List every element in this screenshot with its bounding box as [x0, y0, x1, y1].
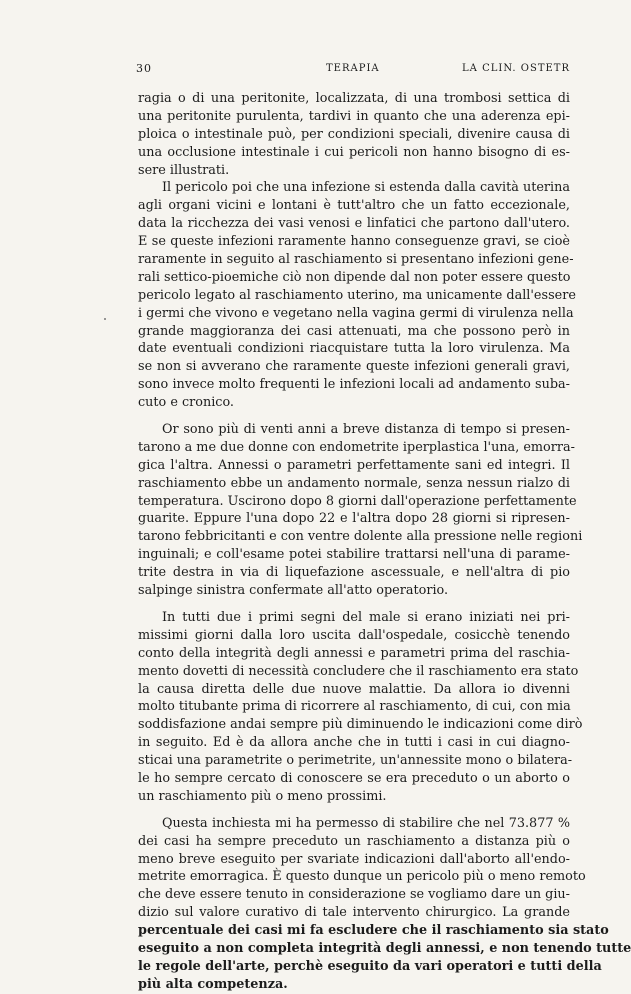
text-line: temperatura. Uscirono dopo 8 giorni dall'operazione perfettamente	[138, 493, 577, 509]
text-line: una peritonite purulenta, tardivi in quanto che una aderenza epi-	[138, 108, 570, 124]
text-line: meno breve eseguito per svariate indicazioni dall'aborto all'endo-	[138, 851, 570, 867]
paragraph-gap	[138, 806, 570, 815]
text-line: le regole dell'arte, perchè eseguito da vari operatori e tutti della	[138, 958, 602, 974]
text-line: Questa inchiesta mi ha permesso di stabilire che nel 73.877 %	[162, 815, 570, 831]
paragraph	[138, 609, 583, 806]
text-line: raramente in seguito al raschiamento si presentano infezioni gene-	[138, 252, 574, 268]
text-line: conto della integrità degli annessi e parametri prima del raschia-	[138, 645, 570, 661]
text-line: Il pericolo poi che una infezione si estenda dalla cavità uterina	[162, 180, 570, 196]
text-line: sere illustrati.	[138, 162, 230, 178]
text-line: percentuale dei casi mi fa escludere che il raschiamento sia stato	[138, 923, 609, 939]
text-line: data la ricchezza dei vasi venosi e linfatici che partono dall'utero.	[138, 216, 570, 232]
text-line: Or sono più di venti anni a breve distanza di tempo si presen-	[162, 422, 570, 438]
text-line: se non si avverano che raramente queste infezioni generali gravi,	[138, 359, 570, 375]
text-line: le ho sempre cercato di conoscere se era preceduto o un aborto o	[138, 770, 570, 786]
text-line: salpinge sinistra confermate all'atto operatorio.	[138, 583, 449, 599]
text-line: i germi che vivono e vegetano nella vagina germi di virulenza nella	[138, 305, 574, 321]
text-line: In tutti due i primi segni del male si erano iniziati nei pri-	[162, 609, 570, 625]
section-title: TERAPIA	[326, 63, 380, 74]
page-number: 30	[136, 62, 152, 75]
text-line: E se queste infezioni raramente hanno conseguenze gravi, se cioè	[138, 234, 570, 250]
text-line: soddisfazione andai sempre più diminuendo le indicazioni come dirò	[138, 717, 583, 733]
paragraph	[138, 421, 583, 600]
text-line: grande maggioranza dei casi attenuati, ma che possono però in	[138, 323, 570, 339]
text-line: agli organi vicini e lontani è tutt'altro che un fatto eccezionale,	[138, 198, 570, 214]
text-line: trite destra in via di liquefazione ascessuale, e nell'altra di pio	[138, 565, 570, 581]
margin-speck	[104, 318, 106, 320]
text-line: mento dovetti di necessità concludere che il raschiamento era stato	[138, 663, 579, 679]
paragraph	[138, 179, 576, 412]
text-line: dei casi ha sempre preceduto un raschiamento a distanza più o	[138, 833, 570, 849]
text-line: gica l'altra. Annessi o parametri perfettamente sani ed integri. Il	[138, 457, 570, 473]
text-line: tarono a me due donne con endometrite iperplastica l'una, emorra-	[138, 439, 575, 455]
text-line: una occlusione intestinale i cui pericoli non hanno bisogno di es-	[138, 144, 570, 160]
text-line: guarite. Eppure l'una dopo 22 e l'altra dopo 28 giorni si ripresen-	[138, 511, 570, 527]
journal-title: LA CLIN. OSTETR	[462, 63, 570, 74]
text-line: eseguito a non completa integrità degli annessi, e non tenendo tutte	[138, 940, 631, 956]
text-line: pericolo legato al raschiamento uterino, ma unicamente dall'essere	[138, 287, 576, 303]
text-line: tarono febbricitanti e con ventre dolente alla pressione nelle regioni	[138, 529, 583, 545]
paragraph-gap	[138, 600, 570, 609]
paragraph	[138, 90, 570, 179]
text-line: inguinali; e coll'esame potei stabilire trattarsi nell'una di parame-	[138, 547, 570, 563]
body-text	[138, 90, 631, 994]
paragraph	[138, 815, 631, 994]
text-line: la causa diretta delle due nuove malattie. Da allora io divenni	[138, 681, 570, 697]
running-header	[136, 62, 570, 78]
text-line: missimi giorni dalla loro uscita dall'ospedale, cosicchè tenendo	[138, 627, 570, 643]
text-line: ploica o intestinale può, per condizioni speciali, divenire causa di	[138, 126, 570, 142]
text-line: molto titubante prima di ricorrere al raschiamento, di cui, con mia	[138, 699, 571, 715]
paragraph-gap	[138, 412, 570, 421]
text-line: un raschiamento più o meno prossimi.	[138, 788, 387, 804]
text-line: metrite emorragica. È questo dunque un pericolo più o meno remoto	[138, 869, 586, 885]
text-line: raschiamento ebbe un andamento normale, senza nessun rialzo di	[138, 475, 570, 491]
text-line: dizio sul valore curativo di tale intervento chirurgico. La grande	[138, 905, 570, 921]
text-line: sticai una parametrite o perimetrite, un'annessite mono o bilatera-	[138, 753, 573, 769]
text-line: sono invece molto frequenti le infezioni locali ad andamento suba-	[138, 377, 570, 393]
text-line: date eventuali condizioni riacquistare tutta la loro virulenza. Ma	[138, 341, 570, 357]
text-line: che deve essere tenuto in considerazione se vogliamo dare un giu-	[138, 887, 570, 903]
text-line: cuto e cronico.	[138, 395, 235, 411]
text-line: in seguito. Ed è da allora anche che in tutti i casi in cui diagno-	[138, 735, 570, 751]
text-line: ragia o di una peritonite, localizzata, di una trombosi settica di	[138, 91, 570, 106]
text-line: più alta competenza.	[138, 976, 288, 992]
text-line: rali settico-pioemiche ciò non dipende dal non poter essere questo	[138, 269, 571, 285]
